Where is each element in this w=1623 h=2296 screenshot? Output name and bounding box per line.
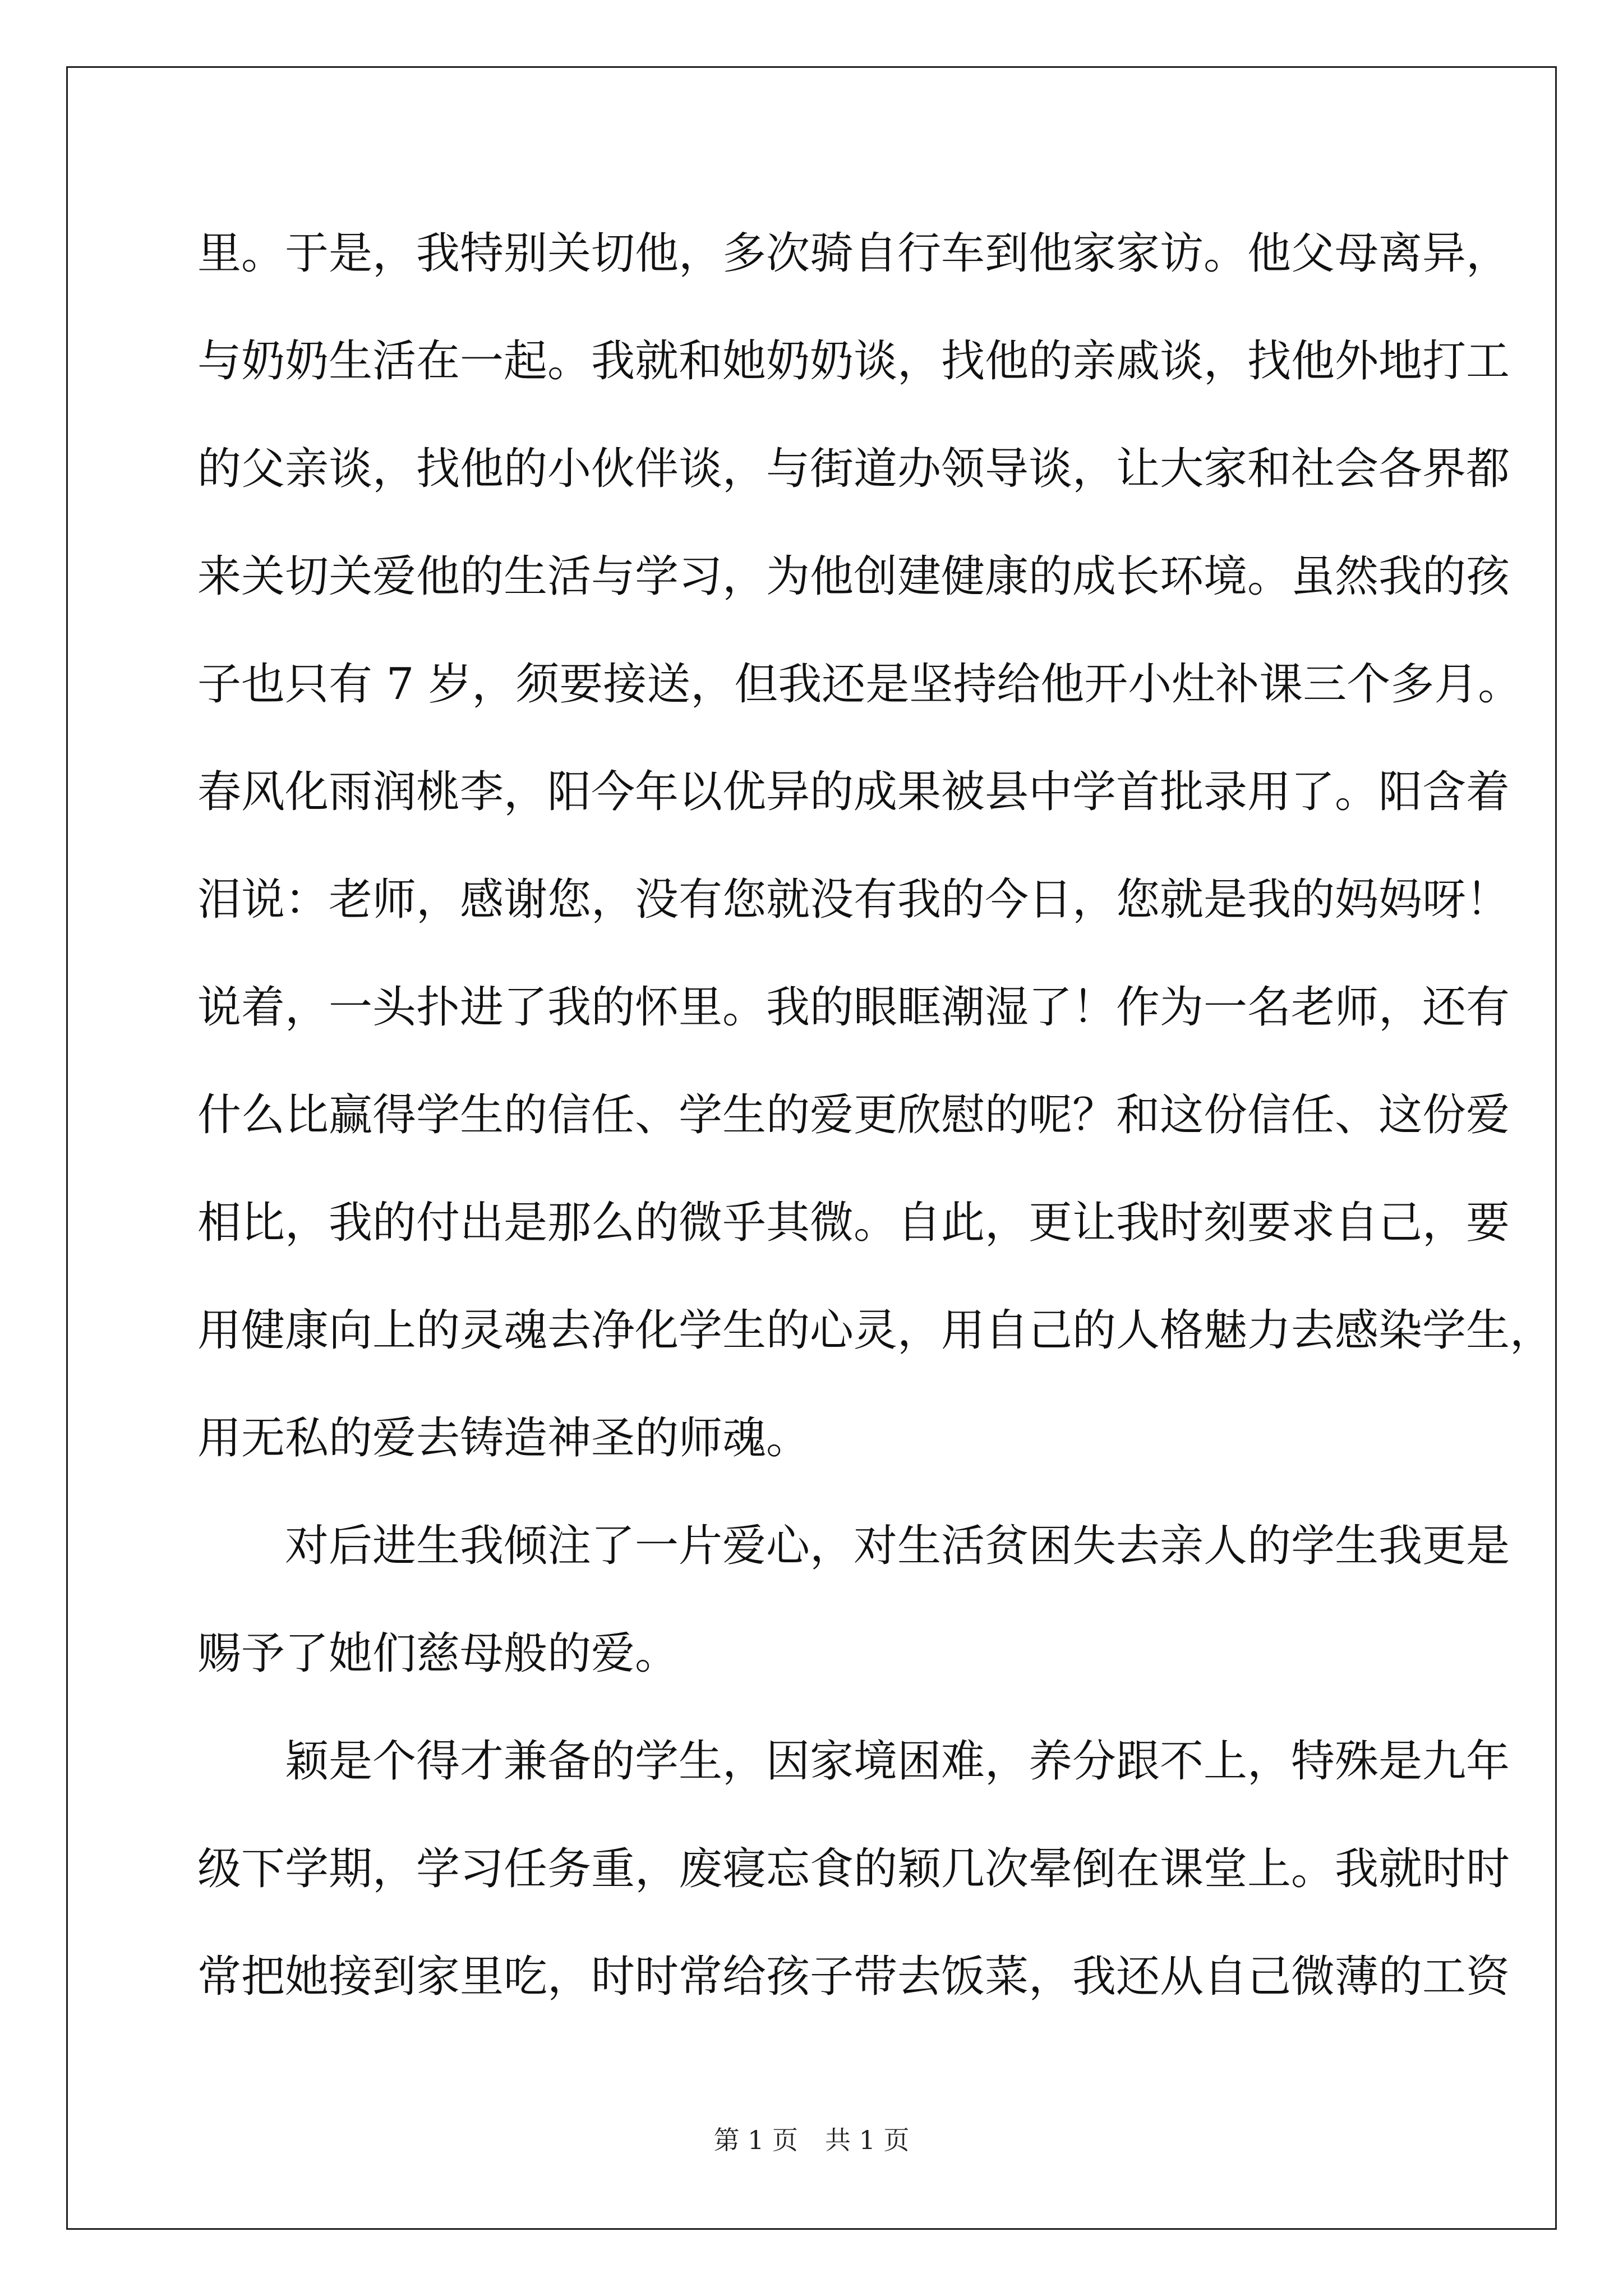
text-line: 泪说：老师，感谢您，没有您就没有我的今日，您就是我的妈妈呀！ bbox=[197, 875, 1510, 925]
text-line: 春风化雨润桃李，阳今年以优异的成果被县中学首批录用了。阳含着 bbox=[197, 767, 1510, 817]
text-line: 对后进生我倾注了一片爱心，对生活贫困失去亲人的学生我更是 bbox=[197, 1521, 1510, 1571]
text-line: 与奶奶生活在一起。我就和她奶奶谈，找他的亲戚谈，找他外地打工 bbox=[197, 336, 1510, 386]
text-line: 颖是个得才兼备的学生，因家境困难，养分跟不上，特殊是九年 bbox=[197, 1736, 1510, 1787]
text-line: 说着，一头扑进了我的怀里。我的眼眶潮湿了！作为一名老师，还有 bbox=[197, 982, 1510, 1033]
text-line: 里。于是，我特别关切他，多次骑自行车到他家家访。他父母离异， bbox=[197, 228, 1510, 279]
text-line: 常把她接到家里吃，时时常给孩子带去饭菜，我还从自己微薄的工资 bbox=[197, 1952, 1510, 2002]
text-line: 级下学期，学习任务重，废寝忘食的颖几次晕倒在课堂上。我就时时 bbox=[197, 1844, 1510, 1894]
text-line: 用健康向上的灵魂去净化学生的心灵，用自己的人格魅力去感染学生， bbox=[197, 1305, 1554, 1356]
text-line: 用无私的爱去铸造神圣的师魂。 bbox=[197, 1413, 810, 1464]
page-footer bbox=[0, 2123, 1623, 2157]
text-line: 相比，我的付出是那么的微乎其微。自此，更让我时刻要求自己，要 bbox=[197, 1198, 1510, 1248]
text-line: 什么比赢得学生的信任、学生的爱更欣慰的呢？和这份信任、这份爱 bbox=[197, 1090, 1510, 1140]
text-line: 的父亲谈，找他的小伙伴谈，与街道办领导谈，让大家和社会各界都 bbox=[197, 444, 1510, 494]
text-line: 来关切关爱他的生活与学习，为他创建健康的成长环境。虽然我的孩 bbox=[197, 551, 1510, 602]
page-border bbox=[66, 66, 1557, 2230]
page-number: 第 1 页 bbox=[713, 2125, 798, 2155]
page-total: 共 1 页 bbox=[825, 2125, 910, 2155]
text-line: 赐予了她们慈母般的爱。 bbox=[197, 1628, 679, 1679]
text-line: 子也只有 7 岁，须要接送，但我还是坚持给他开小灶补课三个多月。 bbox=[197, 659, 1522, 710]
